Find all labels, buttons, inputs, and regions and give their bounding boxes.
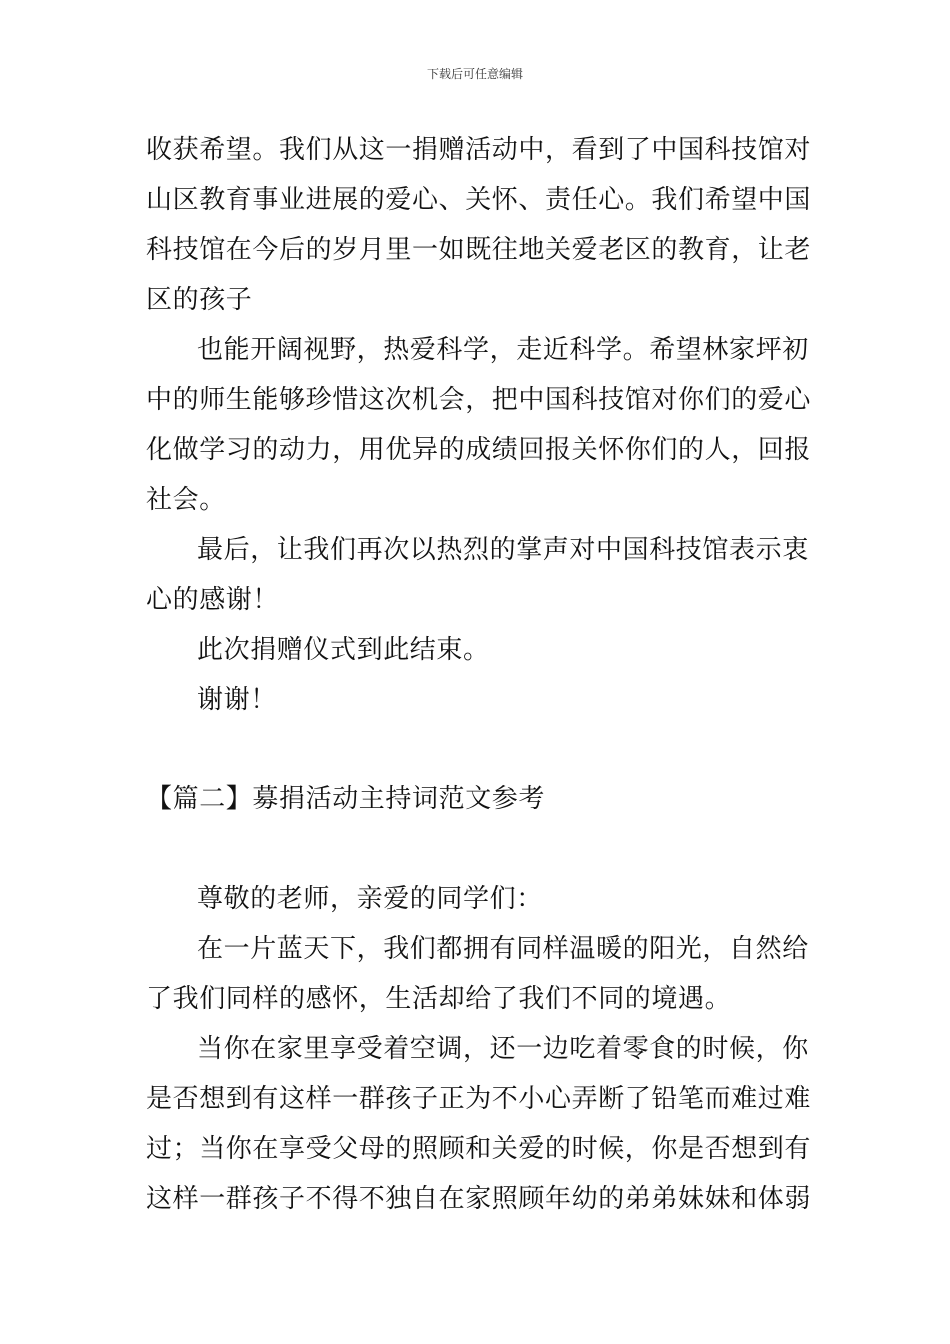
paragraph-line: 也能开阔视野，热爱科学，走近科学。希望林家坪初 (197, 335, 809, 365)
paragraph-line: 谢谢！ (197, 685, 277, 715)
paragraph-line: 当你在家里享受着空调，还一边吃着零食的时候，你 (197, 1034, 809, 1064)
paragraph-line: 心的感谢！ (146, 585, 280, 615)
paragraph-line: 这样一群孩子不得不独自在家照顾年幼的弟弟妹妹和体弱 (146, 1184, 812, 1214)
paragraph-line: 中的师生能够珍惜这次机会，把中国科技馆对你们的爱心 (146, 385, 812, 415)
paragraph-line: 是否想到有这样一群孩子正为不小心弄断了铅笔而难过难 (146, 1084, 812, 1114)
paragraph-line: 收获希望。我们从这一捐赠活动中，看到了中国科技馆对 (146, 135, 812, 165)
paragraph-line: 科技馆在今后的岁月里一如既往地关爱老区的教育，让老 (146, 235, 812, 265)
paragraph-line: 此次捐赠仪式到此结束。 (197, 635, 490, 665)
section-heading: 【篇二】募捐活动主持词范文参考 (146, 784, 546, 814)
paragraph-line: 尊敬的老师，亲爱的同学们： (197, 884, 543, 914)
paragraph-line: 最后，让我们再次以热烈的掌声对中国科技馆表示衷 (197, 535, 809, 565)
paragraph-line: 化做学习的动力，用优异的成绩回报关怀你们的人，回报 (146, 435, 812, 465)
paragraph-line: 区的孩子 (146, 285, 253, 315)
paragraph-line: 了我们同样的感怀，生活却给了我们不同的境遇。 (146, 984, 732, 1014)
paragraph-line: 在一片蓝天下，我们都拥有同样温暖的阳光，自然给 (197, 934, 809, 964)
paragraph-line: 山区教育事业进展的爱心、关怀、责任心。我们希望中国 (146, 185, 812, 215)
paragraph-line: 社会。 (146, 485, 226, 515)
paragraph-line: 过；当你在享受父母的照顾和关爱的时候，你是否想到有 (146, 1134, 812, 1164)
page-header-note: 下载后可任意编辑 (426, 67, 523, 81)
